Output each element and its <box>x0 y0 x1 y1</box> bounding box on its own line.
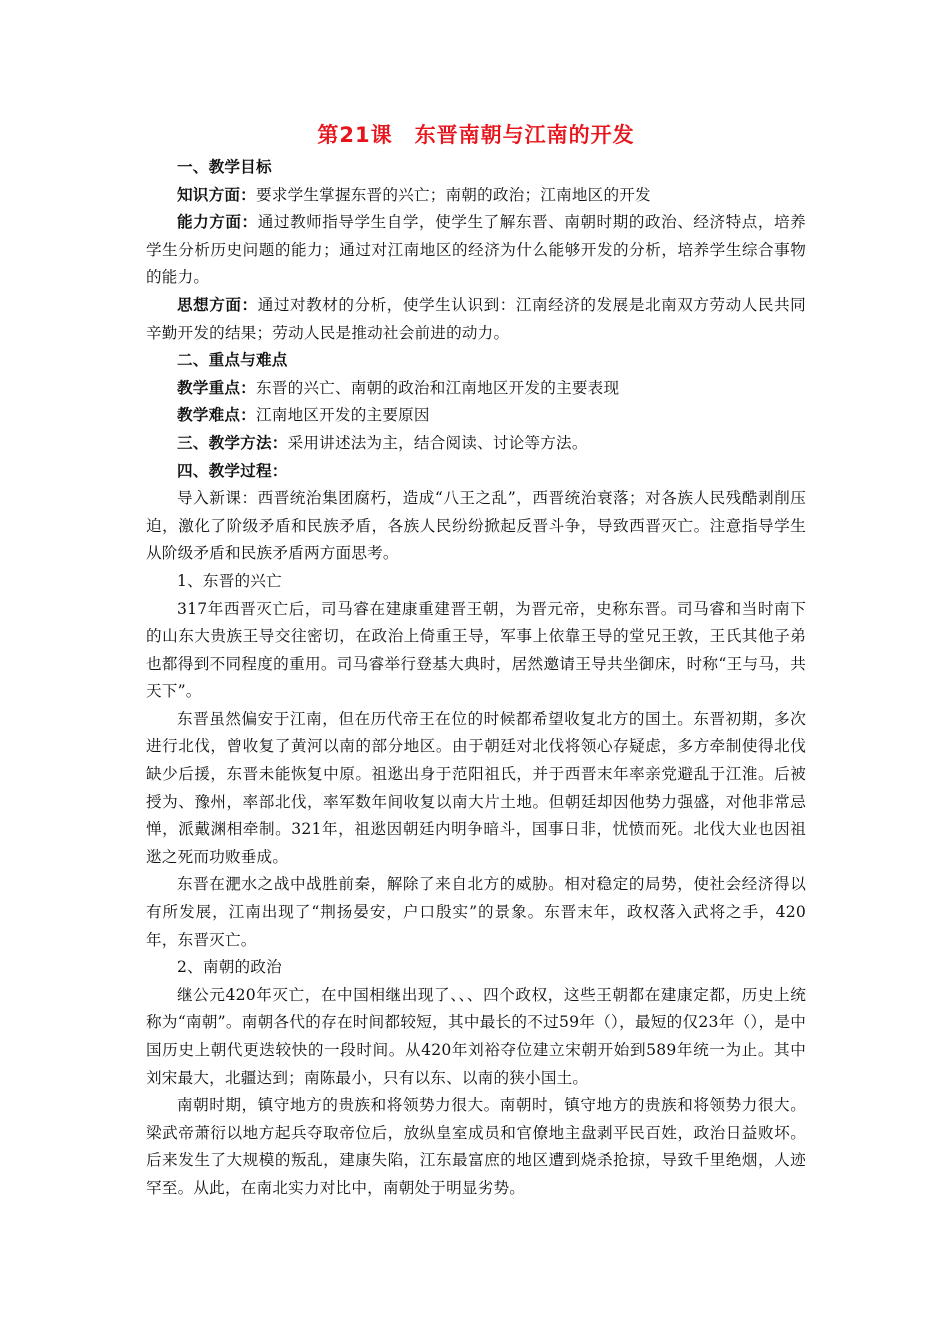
document-body <box>146 118 806 1203</box>
key-label: 教学重点： <box>177 378 256 397</box>
method-label: 三、教学方法： <box>177 433 288 452</box>
page-title <box>146 118 806 152</box>
difficult-label: 教学难点： <box>177 406 256 425</box>
knowledge-text: 要求学生掌握东晋的兴亡；南朝的政治；江南地区的开发 <box>255 185 651 204</box>
paragraph-3: 东晋在淝水之战中战胜前秦，解除了来自北方的威胁。相对稳定的局势，使社会经济得以有所发展，江南出现了“荆扬晏安，户口殷实”的景象。东晋末年，政权落入武将之手，420年，东晋灭亡。 <box>146 875 806 949</box>
knowledge-paragraph <box>146 182 806 210</box>
process-heading: 四、教学过程： <box>177 461 288 480</box>
knowledge-label: 知识方面： <box>177 185 256 204</box>
subheading-southern-dynasties: 2、南朝的政治 <box>177 958 282 977</box>
method-paragraph <box>146 430 806 458</box>
thought-text: 通过对教材的分析，使学生认识到：江南经济的发展是北南双方劳动人民共同辛勤开发的结果；劳动人民是推动社会前进的动力。 <box>146 295 806 342</box>
paragraph-4: 继公元420年灭亡，在中国相继出现了、、、四个政权，这些王朝都在建康定都，历史上统称为“南朝”。南朝各代的存在时间都较短，其中最长的不过59年（），最短的仅23年（），是中国历史上朝代更迭较快的一段时间。从420年刘裕夺位建立宋朝开始到589年统一为止。其中刘宋最大，北疆达到；南陈最小，只有以东、以南的狭小国土。 <box>146 985 806 1087</box>
method-text: 采用讲述法为主，结合阅读、讨论等方法。 <box>287 433 588 452</box>
ability-paragraph <box>146 209 806 292</box>
paragraph-2: 东晋虽然偏安于江南，但在历代帝王在位的时候都希望收复北方的国土。东晋初期，多次进行北伐，曾收复了黄河以南的部分地区。由于朝廷对北伐将领心存疑虑，多方牵制使得北伐缺少后援，东晋未能恢复中原。祖逖出身于范阳祖氏，并于西晋末年率亲党避乱于江淮。后被授为、豫州，率部北伐，率军数年间收复以南大片土地。但朝廷却因他势力强盛，对他非常忌惮，派戴渊相牵制。321年，祖逖因朝廷内明争暗斗，国事日非，忧愤而死。北伐大业也因祖逖之死而功败垂成。 <box>146 709 806 866</box>
paragraph-5: 南朝时期，镇守地方的贵族和将领势力很大。南朝时，镇守地方的贵族和将领势力很大。梁武帝萧衍以地方起兵夺取帝位后，放纵皇室成员和官僚地主盘剥平民百姓，政治日益败坏。后来发生了大规模的叛乱，建康失陷，江东最富庶的地区遭到烧杀抢掠，导致千里绝烟，人迹罕至。从此，在南北实力对比中，南朝处于明显劣势。 <box>146 1096 806 1197</box>
focus-heading: 二、重点与难点 <box>177 351 288 370</box>
key-text: 东晋的兴亡、南朝的政治和江南地区开发的主要表现 <box>255 378 620 397</box>
goals-heading: 一、教学目标 <box>177 158 272 176</box>
title-lesson-number: 第21课 <box>317 123 393 147</box>
paragraph-1: 317年西晋灭亡后，司马睿在建康重建晋王朝，为晋元帝，史称东晋。司马睿和当时南下的山东大贵族王导交往密切，在政治上倚重王导，军事上依靠王导的堂兄王敦，王氏其他子弟也都得到不同程度的重用。司马睿举行登基大典时，居然邀请王导共坐御床，时称“王与马，共天下”。 <box>146 599 806 701</box>
ability-text: 通过教师指导学生自学，使学生了解东晋、南朝时期的政治、经济特点，培养学生分析历史问题的能力；通过对江南地区的经济为什么能够开发的分析，培养学生综合事物的能力。 <box>146 213 806 287</box>
subheading-eastern-jin: 1、东晋的兴亡 <box>177 571 282 590</box>
difficult-paragraph <box>146 402 806 430</box>
thought-paragraph <box>146 292 806 347</box>
key-paragraph <box>146 375 806 403</box>
title-topic: 东晋南朝与江南的开发 <box>414 123 635 147</box>
intro-paragraph: 导入新课：西晋统治集团腐朽，造成“八王之乱”，西晋统治衰落；对各族人民残酷剥削压迫，激化了阶级矛盾和民族矛盾，各族人民纷纷掀起反晋斗争，导致西晋灭亡。注意指导学生从阶级矛盾和民族矛盾两方面思考。 <box>146 489 806 563</box>
difficult-text: 江南地区开发的主要原因 <box>255 406 430 425</box>
ability-label: 能力方面： <box>177 213 258 232</box>
thought-label: 思想方面： <box>177 295 258 314</box>
